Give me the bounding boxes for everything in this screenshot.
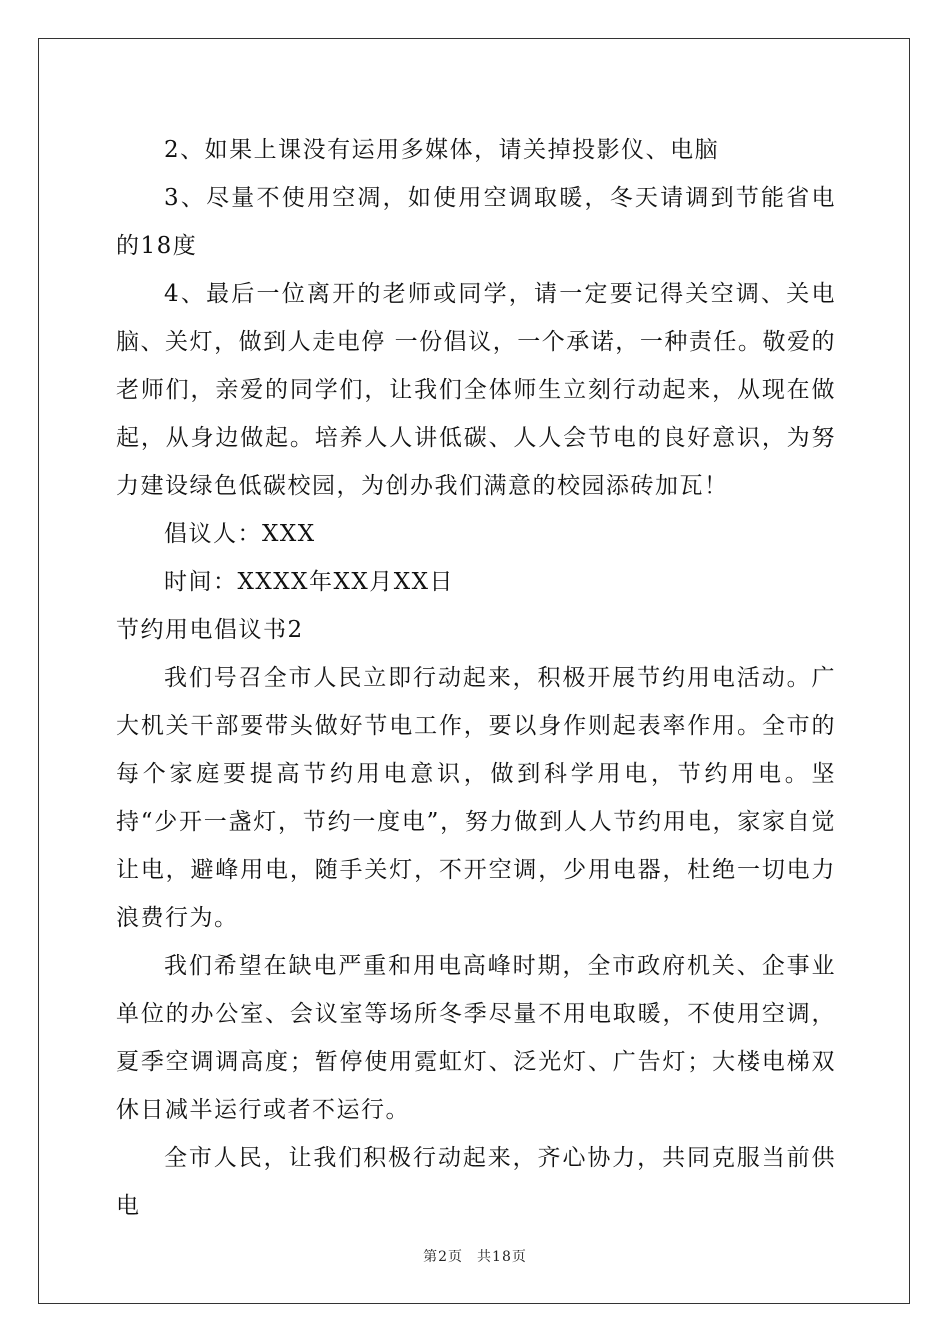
page-total: 共18页	[477, 1249, 527, 1265]
section-paragraph-3: 全市人民，让我们积极行动起来，齐心协力，共同克服当前供电	[116, 1145, 836, 1219]
paragraph-item-3: 3、尽量不使用空凋，如使用空调取暖，冬天请调到节能省电的18度	[116, 185, 836, 259]
page-number: 第2页	[423, 1249, 464, 1265]
proposer-line: 倡议人：XXX	[164, 521, 316, 547]
section-title: 节约用电倡议书2	[116, 617, 304, 643]
page-footer	[0, 1246, 950, 1266]
section-paragraph-2: 我们希望在缺电严重和用电高峰时期，全市政府机关、企事业单位的办公室、会议室等场所冬季尽量不用电取暖，不使用空调，夏季空调调高度；暂停使用霓虹灯、泛光灯、广告灯；大楼电梯双休日减半运行或者不运行。	[116, 953, 836, 1123]
paragraph-item-4: 4、最后一位离开的老师或同学，请一定要记得关空调、关电脑、关灯，做到人走电停 一份倡议，一个承诺，一种责任。敬爱的老师们，亲爱的同学们，让我们全体师生立刻行动起来，从现在做起，从身边做起。培养人人讲低碳、人人会节电的良好意识，为努力建设绿色低碳校园，为创办我们满意的校园添砖加瓦！	[116, 281, 836, 499]
date-line: 时间：XXXX年XX月XX日	[164, 569, 454, 595]
section-paragraph-1: 我们号召全市人民立即行动起来，积极开展节约用电活动。广大机关干部要带头做好节电工作，要以身作则起表率作用。全市的每个家庭要提高节约用电意识，做到科学用电，节约用电。坚持“少开一盏灯，节约一度电”，努力做到人人节约用电，家家自觉让电，避峰用电，随手关灯，不开空调，少用电器，杜绝一切电力浪费行为。	[116, 665, 836, 931]
document-body	[116, 126, 836, 1230]
paragraph-item-2: 2、如果上课没有运用多媒体，请关掉投影仪、电脑	[164, 137, 720, 163]
